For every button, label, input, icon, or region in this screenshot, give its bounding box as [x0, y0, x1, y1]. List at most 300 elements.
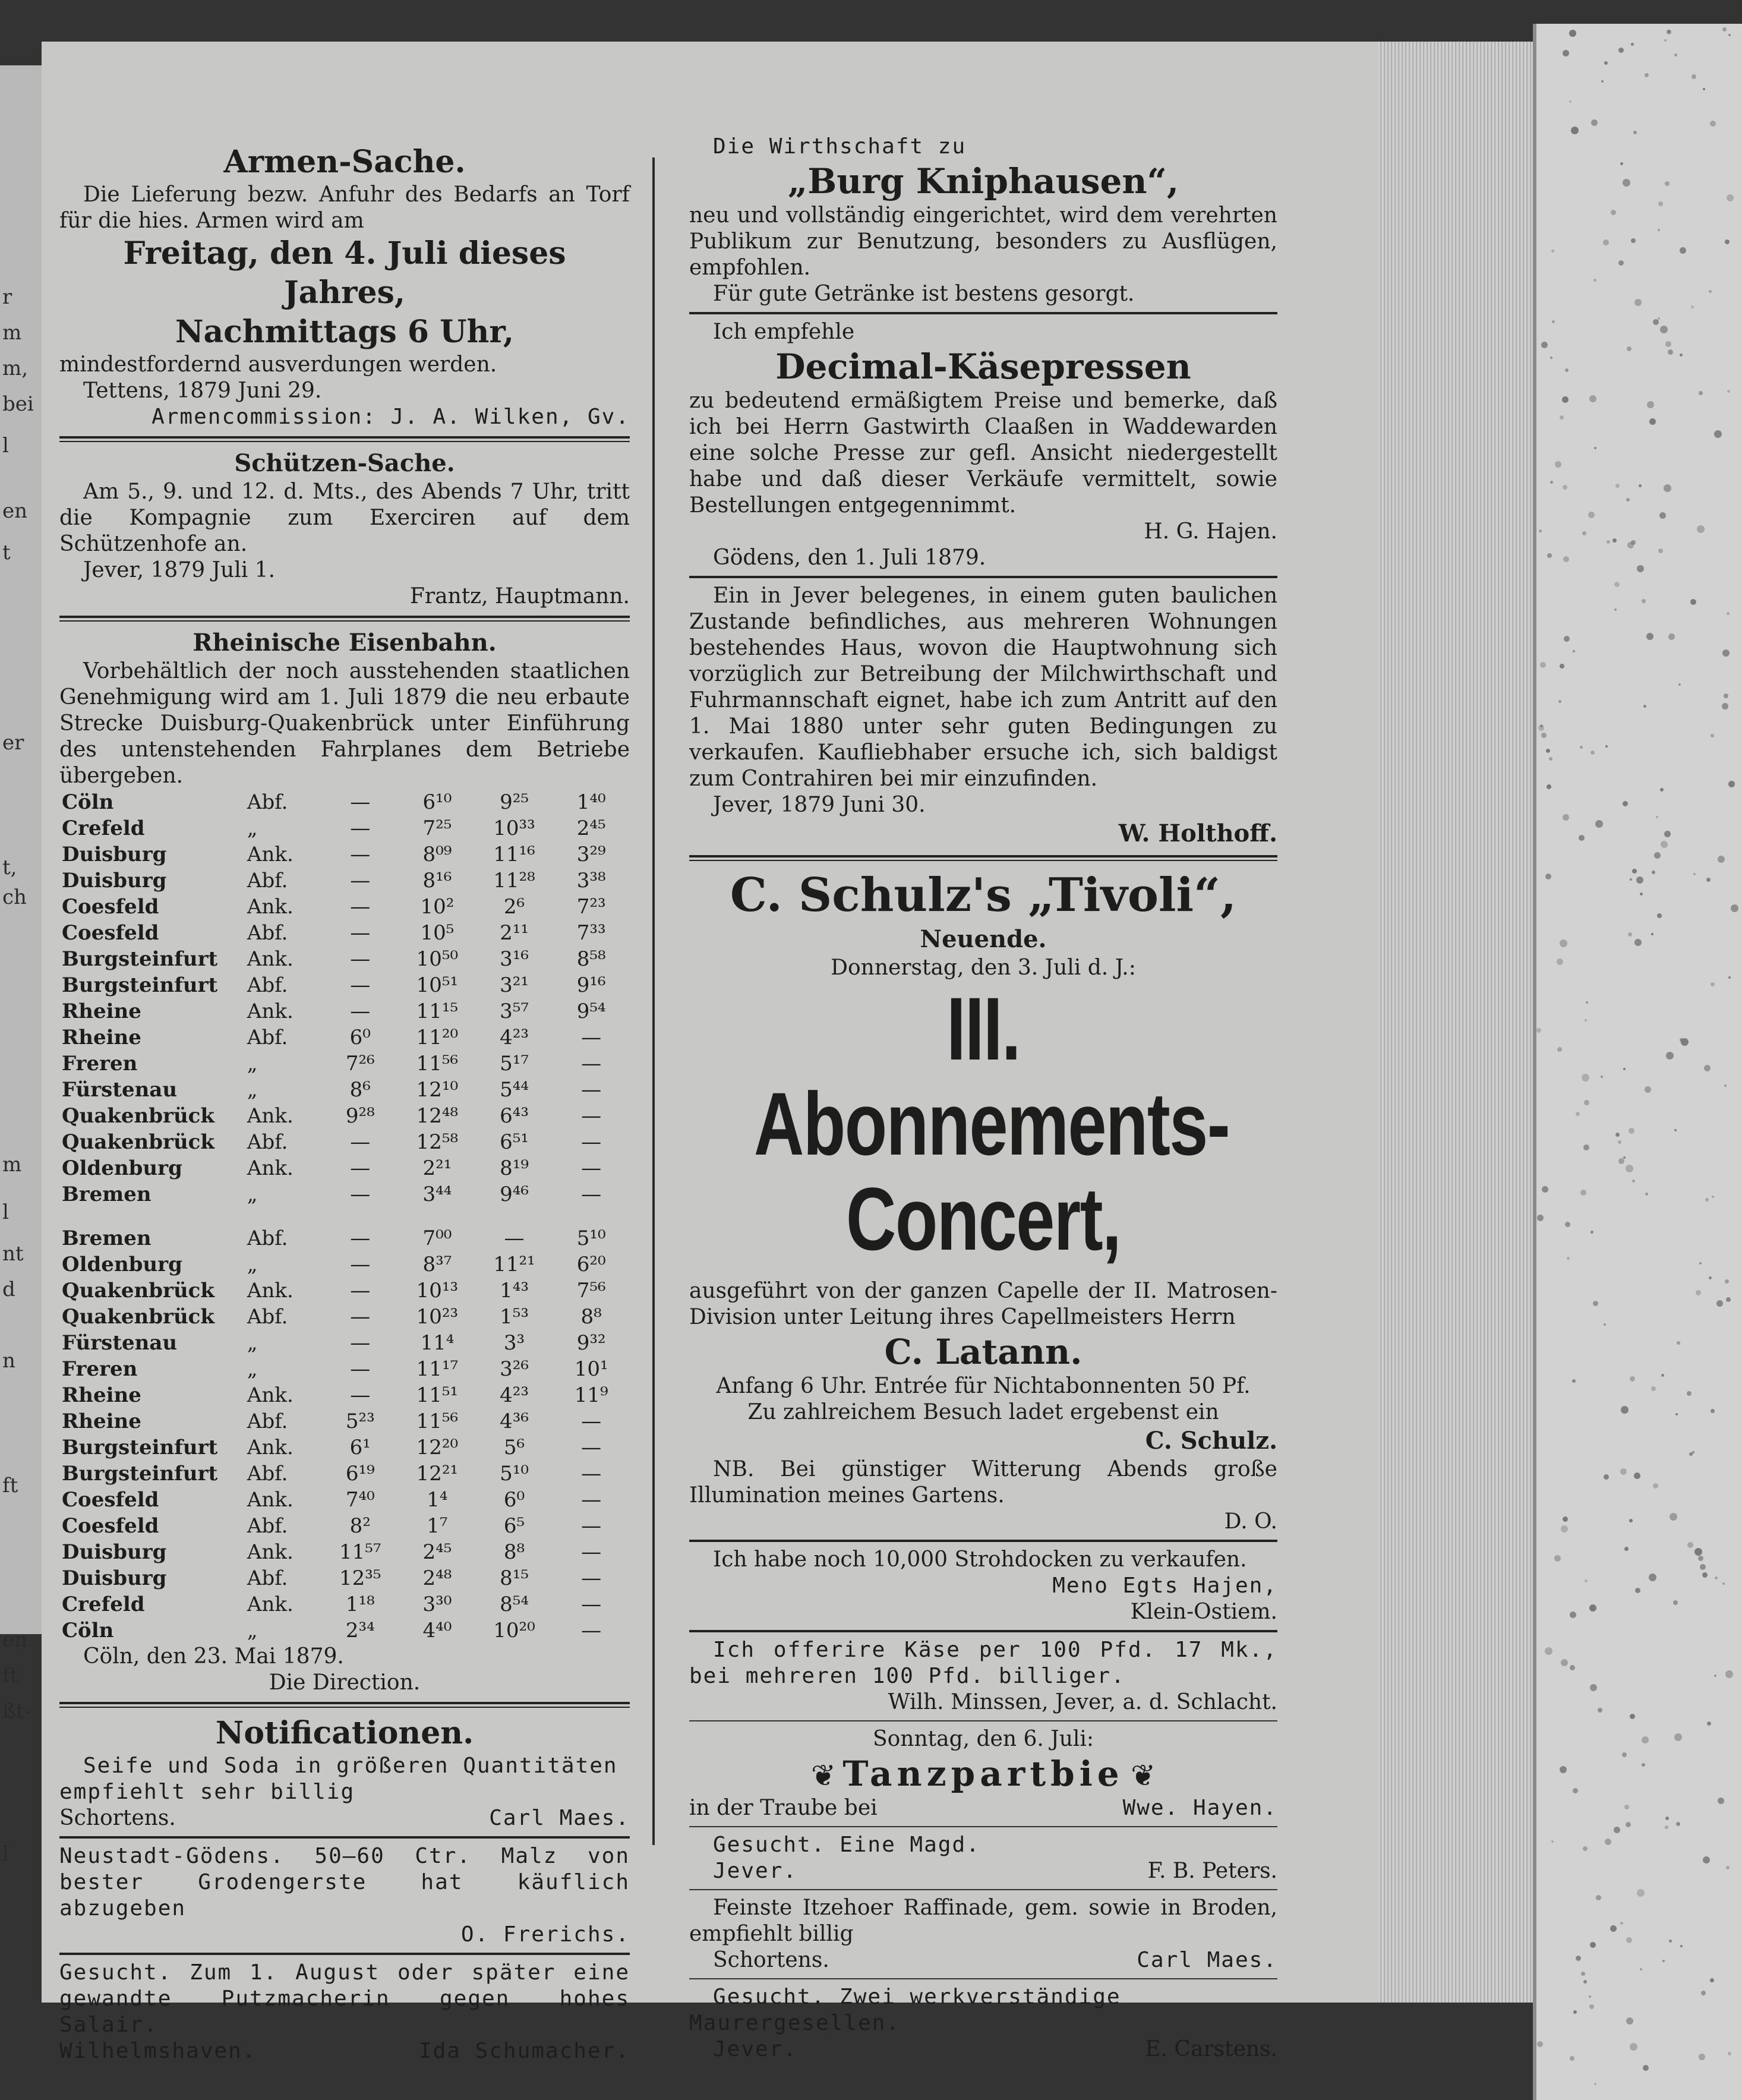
timetable-row — [59, 1408, 630, 1434]
time-2: 12¹⁰ — [416, 1078, 459, 1102]
cover-speckle — [1705, 1198, 1709, 1202]
time-4: 9³² — [576, 1331, 606, 1355]
time-3: 6⁰ — [503, 1488, 525, 1512]
margin-fragment: m, — [2, 357, 29, 380]
cover-speckle — [1580, 1190, 1586, 1196]
cover-speckle — [1573, 650, 1575, 652]
margin-fragment: ßt- — [2, 1699, 31, 1723]
time-3: 11²¹ — [493, 1253, 535, 1276]
timetable-row — [59, 1129, 630, 1155]
cover-speckle — [1545, 1647, 1552, 1655]
cover-speckle — [1615, 1133, 1620, 1137]
arr-dep: „ — [247, 1357, 258, 1381]
cover-speckle — [1593, 279, 1596, 282]
arr-dep: Abf. — [247, 1514, 288, 1538]
timetable-row — [59, 894, 630, 920]
time-4: 8⁵⁸ — [576, 947, 606, 971]
cover-speckle — [1565, 368, 1569, 372]
cover-speckle — [1618, 260, 1624, 266]
cover-speckle — [1714, 1675, 1716, 1677]
stroh-ad — [689, 1547, 1277, 1625]
tanz-date: Sonntag, den 6. Juli: — [872, 1727, 1094, 1751]
timetable-row — [59, 1181, 630, 1207]
tivoli-nb-signature: D. O. — [1224, 1509, 1277, 1534]
station-name: Bremen — [62, 1226, 152, 1250]
cover-speckle — [1651, 1386, 1656, 1391]
arr-dep: „ — [247, 1183, 258, 1206]
time-1: — — [350, 843, 371, 866]
timetable-row — [59, 841, 630, 868]
cover-speckle — [1631, 43, 1634, 46]
time-4: — — [581, 1104, 602, 1128]
arr-dep: Abf. — [247, 1566, 288, 1590]
cover-speckle — [1642, 1736, 1649, 1743]
cover-speckle — [1629, 1519, 1633, 1522]
cover-speckle — [1630, 1714, 1635, 1719]
cover-speckle — [1560, 415, 1564, 420]
cover-speckle — [1605, 745, 1608, 748]
station-name: Quakenbrück — [62, 1305, 214, 1329]
left-column — [59, 143, 630, 2064]
cover-speckle — [1647, 401, 1654, 408]
timetable-row — [59, 1278, 630, 1304]
station-name: Coesfeld — [62, 1488, 159, 1512]
divider — [689, 1540, 1277, 1542]
cover-speckle — [1665, 341, 1671, 347]
schuetzen-body: Am 5., 9. und 12. d. Mts., des Abends 7 Uhr, tritt die Kompagnie zum Exerciren auf dem Schützenhofe an. — [59, 480, 630, 556]
raffinade-signature: Carl Maes. — [1137, 1948, 1277, 1972]
armen-ad — [59, 143, 630, 430]
timetable-row — [59, 920, 630, 946]
cover-speckle — [1675, 1413, 1678, 1415]
arr-dep: Abf. — [247, 1462, 288, 1486]
cover-speckle — [1590, 751, 1595, 755]
cover-speckle — [1614, 1827, 1620, 1833]
time-3: 3³ — [503, 1331, 525, 1355]
time-3: 1⁵³ — [500, 1305, 529, 1329]
cover-speckle — [1601, 80, 1604, 83]
time-3: 8⁵⁴ — [500, 1593, 529, 1616]
cover-speckle — [1711, 1409, 1715, 1413]
cover-speckle — [1586, 1001, 1588, 1004]
putz-signature: Ida Schumacher. — [418, 2039, 630, 2063]
book-cover — [1533, 24, 1742, 2100]
schuetzen-ad — [59, 448, 630, 610]
cover-speckle — [1537, 1215, 1544, 1221]
cover-speckle — [1614, 582, 1620, 587]
cover-speckle — [1651, 933, 1653, 935]
cover-speckle — [1680, 247, 1686, 254]
notif-signature: Carl Maes. — [489, 1806, 630, 1830]
cover-speckle — [1696, 1290, 1701, 1295]
burg-title: „Burg Kniphausen“, — [787, 161, 1179, 201]
ornament-left-icon: ❦ — [811, 1758, 836, 1793]
cover-speckle — [1546, 749, 1550, 753]
cover-speckle — [1557, 1047, 1562, 1052]
time-2: 10¹³ — [416, 1279, 459, 1303]
arr-dep: „ — [247, 1619, 258, 1642]
cover-speckle — [1626, 1937, 1632, 1943]
timetable-row — [59, 1591, 630, 1617]
time-3: 6⁵ — [503, 1514, 525, 1538]
schuetzen-signature: Frantz, Hauptmann. — [409, 584, 630, 608]
divider — [689, 1889, 1277, 1890]
raffinade-place: Schortens. — [713, 1948, 829, 1972]
divider — [59, 616, 630, 622]
cover-speckle — [1691, 74, 1696, 79]
timetable-row — [59, 1565, 630, 1591]
time-4: 10¹ — [574, 1357, 608, 1381]
time-4: 7²³ — [576, 895, 606, 919]
cover-speckle — [1590, 1684, 1597, 1691]
timetable-row — [59, 1304, 630, 1330]
time-1: — — [350, 1357, 371, 1381]
tanz-title: Tanzpartbie — [842, 1754, 1124, 1794]
arr-dep: „ — [247, 816, 258, 840]
cover-speckle — [1690, 599, 1696, 605]
station-name: Quakenbrück — [62, 1130, 214, 1154]
divider — [59, 436, 630, 442]
arr-dep: Abf. — [247, 1026, 288, 1049]
timetable-row — [59, 1434, 630, 1461]
cover-speckle — [1649, 1574, 1656, 1581]
magd-place: Jever. — [713, 1859, 798, 1883]
arr-dep: Ank. — [247, 1488, 294, 1512]
arr-dep: Abf. — [247, 973, 288, 997]
arr-dep: Ank. — [247, 895, 294, 919]
cover-speckle — [1714, 430, 1722, 438]
time-1: — — [350, 1279, 371, 1303]
cover-speckle — [1582, 531, 1586, 535]
cover-speckle — [1668, 349, 1673, 355]
cover-speckle — [1727, 390, 1730, 393]
putz-row — [59, 2038, 630, 2064]
timetable-row — [59, 1051, 630, 1077]
cover-speckle — [1634, 1472, 1640, 1479]
time-3: 8¹⁵ — [500, 1566, 529, 1590]
cover-speckle — [1645, 73, 1649, 77]
tivoli-invite: Zu zahlreichem Besuch ladet ergebenst ein — [747, 1400, 1219, 1424]
cover-speckle — [1632, 1180, 1635, 1183]
cover-speckle — [1637, 565, 1644, 572]
cover-speckle — [1561, 1525, 1568, 1533]
cover-speckle — [1576, 1112, 1580, 1116]
cover-speckle — [1564, 636, 1570, 642]
cover-speckle — [1610, 1925, 1617, 1932]
cover-speckle — [1614, 608, 1617, 611]
cover-speckle — [1572, 1379, 1576, 1383]
cover-speckle — [1666, 1052, 1674, 1060]
time-2: 12²¹ — [416, 1462, 459, 1486]
cover-speckle — [1657, 913, 1662, 918]
cover-speckle — [1728, 34, 1731, 36]
cover-speckle — [1595, 820, 1603, 828]
station-name: Duisburg — [62, 869, 167, 893]
timetable-row — [59, 972, 630, 998]
cover-speckle — [1728, 976, 1731, 979]
margin-fragment: nt — [2, 1242, 24, 1266]
cover-speckle — [1550, 481, 1553, 484]
kaese-signature: H. G. Hajen. — [1144, 519, 1277, 544]
cover-speckle — [1626, 1822, 1631, 1827]
cover-speckle — [1640, 1968, 1642, 1970]
arr-dep: Ank. — [247, 843, 294, 866]
tivoli-signature: C. Schulz. — [1145, 1427, 1277, 1455]
cover-speckle — [1711, 734, 1714, 737]
arr-dep: Ank. — [247, 1383, 294, 1407]
cover-speckle — [1560, 664, 1564, 669]
kaese-ad — [689, 319, 1277, 571]
station-name: Rheine — [62, 1383, 141, 1407]
cover-speckle — [1598, 1708, 1602, 1713]
cover-speckle — [1563, 556, 1569, 562]
cover-speckle — [1537, 2041, 1543, 2047]
cover-speckle — [1633, 131, 1637, 134]
left-page-margin — [0, 65, 44, 1866]
cover-speckle — [1626, 498, 1630, 502]
margin-fragment: r — [2, 285, 12, 309]
time-3: 10²⁰ — [493, 1619, 535, 1642]
cover-speckle — [1662, 1960, 1665, 1962]
time-3: 9²⁵ — [500, 790, 529, 814]
cover-speckle — [1627, 346, 1631, 351]
time-3: 6⁴³ — [500, 1104, 529, 1128]
time-1: 6¹⁹ — [345, 1462, 375, 1486]
cover-speckle — [1547, 784, 1551, 789]
kaese2-body: Ich offerire Käse per 100 Pfd. 17 Mk., bei mehreren 100 Pfd. billiger. — [689, 1638, 1277, 1688]
cover-speckle — [1699, 391, 1703, 395]
armen-title: Armen-Sache. — [223, 144, 466, 180]
time-4: — — [581, 1514, 602, 1538]
station-name: Burgsteinfurt — [62, 947, 218, 971]
divider — [689, 1720, 1277, 1721]
time-4: — — [581, 1462, 602, 1486]
time-3: 3²⁶ — [500, 1357, 529, 1381]
station-name: Oldenburg — [62, 1253, 182, 1276]
margin-fragment: m — [2, 1153, 22, 1177]
cover-speckle — [1618, 1140, 1621, 1144]
arr-dep: Ank. — [247, 1279, 294, 1303]
armen-signature: Armencommission: J. A. Wilken, Gv. — [152, 405, 630, 429]
cover-speckle — [1726, 1866, 1730, 1869]
station-name: Oldenburg — [62, 1156, 182, 1180]
margin-fragment: er — [2, 731, 24, 755]
malz-signature: O. Frerichs. — [460, 1922, 630, 1947]
time-4: 7⁵⁶ — [576, 1279, 606, 1303]
margin-fragment: t — [2, 541, 11, 565]
cover-speckle — [1716, 1300, 1723, 1307]
time-2: 2⁴⁵ — [422, 1540, 452, 1564]
cover-speckle — [1604, 1474, 1609, 1480]
arr-dep: „ — [247, 1331, 258, 1355]
cover-speckle — [1661, 841, 1668, 848]
cover-speckle — [1623, 801, 1628, 806]
time-2: 1⁴ — [427, 1488, 448, 1512]
cover-speckle — [1589, 2004, 1594, 2009]
time-1: 12³⁵ — [339, 1566, 381, 1590]
cover-speckle — [1706, 878, 1711, 882]
cover-speckle — [1715, 1576, 1718, 1579]
cover-speckle — [1627, 542, 1634, 548]
cover-speckle — [1580, 746, 1583, 749]
cover-speckle — [1585, 1579, 1588, 1582]
timetable-row — [59, 1103, 630, 1129]
raffinade-row — [689, 1947, 1277, 1973]
time-2: 10²³ — [416, 1305, 459, 1329]
cover-speckle — [1669, 1940, 1672, 1943]
timetable-row — [59, 1024, 630, 1051]
time-4: — — [581, 1078, 602, 1102]
cover-speckle — [1728, 2052, 1731, 2055]
cover-speckle — [1558, 700, 1561, 703]
cover-speckle — [1639, 484, 1642, 487]
cover-speckle — [1539, 529, 1542, 532]
cover-speckle — [1557, 958, 1563, 965]
cover-speckle — [1712, 1196, 1714, 1198]
time-2: 11⁴ — [420, 1331, 455, 1355]
cover-speckle — [1707, 1721, 1711, 1726]
arr-dep: Ank. — [247, 1104, 294, 1128]
cover-speckle — [1571, 127, 1579, 134]
margin-fragment: en — [2, 1628, 28, 1652]
cover-speckle — [1725, 239, 1730, 244]
time-4: 11⁹ — [574, 1383, 608, 1407]
time-2: 4⁴⁰ — [422, 1619, 452, 1642]
time-1: 7²⁶ — [345, 1052, 375, 1076]
station-name: Quakenbrück — [62, 1104, 214, 1128]
cover-speckle — [1680, 1945, 1683, 1947]
time-2: 8³⁷ — [422, 1253, 452, 1276]
time-1: — — [350, 1156, 371, 1180]
timetable-row — [59, 1487, 630, 1513]
cover-speckle — [1611, 210, 1616, 215]
tivoli-headline-1: III. Abonnements- — [753, 979, 1230, 1174]
time-1: 6¹ — [349, 1436, 371, 1459]
cover-speckle — [1718, 1798, 1724, 1804]
kaese2-signature: Wilh. Minssen, Jever, a. d. Schlacht. — [888, 1690, 1277, 1714]
time-1: — — [350, 895, 371, 919]
cover-speckle — [1545, 874, 1551, 879]
time-3: 11²⁸ — [493, 869, 535, 893]
station-name: Fürstenau — [62, 1331, 178, 1355]
time-4: 9¹⁶ — [576, 973, 606, 997]
station-name: Duisburg — [62, 843, 167, 866]
time-2: 6¹⁰ — [422, 790, 452, 814]
timetable-row — [59, 1330, 630, 1356]
divider — [689, 1826, 1277, 1827]
tivoli-headline-2: Concert, — [845, 1169, 1121, 1269]
cover-speckle — [1542, 1186, 1548, 1193]
time-3: 8⁸ — [503, 1540, 525, 1564]
station-name: Burgsteinfurt — [62, 1462, 218, 1486]
cover-speckle — [1702, 1572, 1708, 1578]
cover-speckle — [1652, 871, 1655, 874]
cover-speckle — [1583, 1144, 1589, 1150]
arr-dep: Abf. — [247, 921, 288, 945]
cover-speckle — [1563, 50, 1569, 56]
time-3: 8¹⁹ — [500, 1156, 529, 1180]
timetable-row — [59, 1251, 630, 1278]
tivoli-ad — [689, 867, 1277, 1535]
arr-dep: „ — [247, 1052, 258, 1076]
tivoli-date: Donnerstag, den 3. Juli d. J.: — [831, 956, 1136, 980]
cover-speckle — [1660, 326, 1668, 333]
margin-fragment: n — [2, 1349, 15, 1373]
timetable-row — [59, 1461, 630, 1487]
cover-speckle — [1612, 538, 1617, 543]
cover-speckle — [1551, 250, 1554, 253]
time-4: — — [581, 1052, 602, 1076]
cover-speckle — [1724, 1084, 1727, 1087]
cover-speckle — [1703, 1856, 1710, 1863]
tanz-title-row — [689, 1752, 1277, 1795]
kaese-title: Decimal-Käsepressen — [775, 346, 1191, 387]
time-1: — — [350, 921, 371, 945]
time-2: 11²⁰ — [416, 1026, 459, 1049]
tivoli-title: C. Schulz's „Tivoli“, — [730, 868, 1237, 922]
cover-speckle — [1621, 1406, 1629, 1414]
cover-speckle — [1547, 553, 1552, 558]
notif-title: Notificationen. — [215, 1715, 474, 1751]
cover-speckle — [1640, 893, 1643, 896]
time-3: 3²¹ — [500, 973, 529, 997]
cover-speckle — [1560, 1766, 1567, 1773]
time-2: 2²¹ — [422, 1156, 452, 1180]
cover-speckle — [1570, 2056, 1574, 2061]
cover-speckle — [1664, 484, 1671, 492]
raffinade-ad — [689, 1895, 1277, 1973]
cover-speckle — [1674, 1733, 1682, 1741]
cover-speckle — [1565, 1222, 1570, 1227]
armen-body: Die Lieferung bezw. Anfuhr des Bedarfs an Torf für die hies. Armen wird am — [59, 182, 630, 233]
cover-speckle — [1562, 396, 1569, 403]
burg-body: neu und vollständig eingerichtet, wird dem verehrten Publikum zur Benutzung, besonders zu Ausflügen, empfohlen. — [689, 203, 1277, 280]
timetable-row — [59, 815, 630, 841]
cover-speckle — [1554, 1555, 1561, 1562]
station-name: Crefeld — [62, 816, 145, 840]
cover-speckle — [1649, 418, 1656, 425]
kaese-pre: Ich empfehle — [713, 320, 855, 344]
cover-speckle — [1589, 1995, 1591, 1998]
page-stack-edge — [1378, 42, 1533, 2003]
cover-speckle — [1555, 461, 1561, 468]
time-2: 10⁵ — [420, 921, 455, 945]
cover-speckle — [1656, 816, 1658, 818]
timetable-row — [59, 789, 630, 815]
cover-speckle — [1623, 179, 1630, 187]
cover-speckle — [1725, 1670, 1733, 1678]
cover-speckle — [1570, 1665, 1575, 1670]
cover-speckle — [1709, 1276, 1712, 1279]
margin-fragment: ch — [2, 885, 27, 909]
time-2: 12⁵⁸ — [416, 1130, 459, 1154]
malz-body: Neustadt-Gödens. 50—60 Ctr. Malz von bester Grodengerste hat käuflich abzugeben — [59, 1844, 630, 1921]
maurer-place: Jever. — [713, 2037, 798, 2061]
magd-signature: F. B. Peters. — [1147, 1859, 1277, 1883]
margin-fragment: d — [2, 1278, 15, 1301]
cover-speckle — [1665, 181, 1670, 186]
kaese-body: zu bedeutend ermäßigtem Preise und bemerke, daß ich bei Herrn Gastwirth Claaßen in Waddewarden eine solche Presse zur gefl. Ansicht niedergestellt habe und daß dieser Verkäufe vermittelt, sowie Bestellungen entgegennimmt. — [689, 389, 1277, 518]
cover-speckle — [1560, 939, 1567, 947]
magd-row — [689, 1858, 1277, 1884]
cover-speckle — [1536, 1028, 1541, 1033]
time-2: 7²⁵ — [422, 816, 452, 840]
time-2: 7⁰⁰ — [422, 1226, 452, 1250]
cover-speckle — [1667, 30, 1671, 34]
time-1: 8⁶ — [349, 1078, 371, 1102]
cover-speckle — [1727, 194, 1734, 201]
cover-speckle — [1540, 662, 1546, 668]
